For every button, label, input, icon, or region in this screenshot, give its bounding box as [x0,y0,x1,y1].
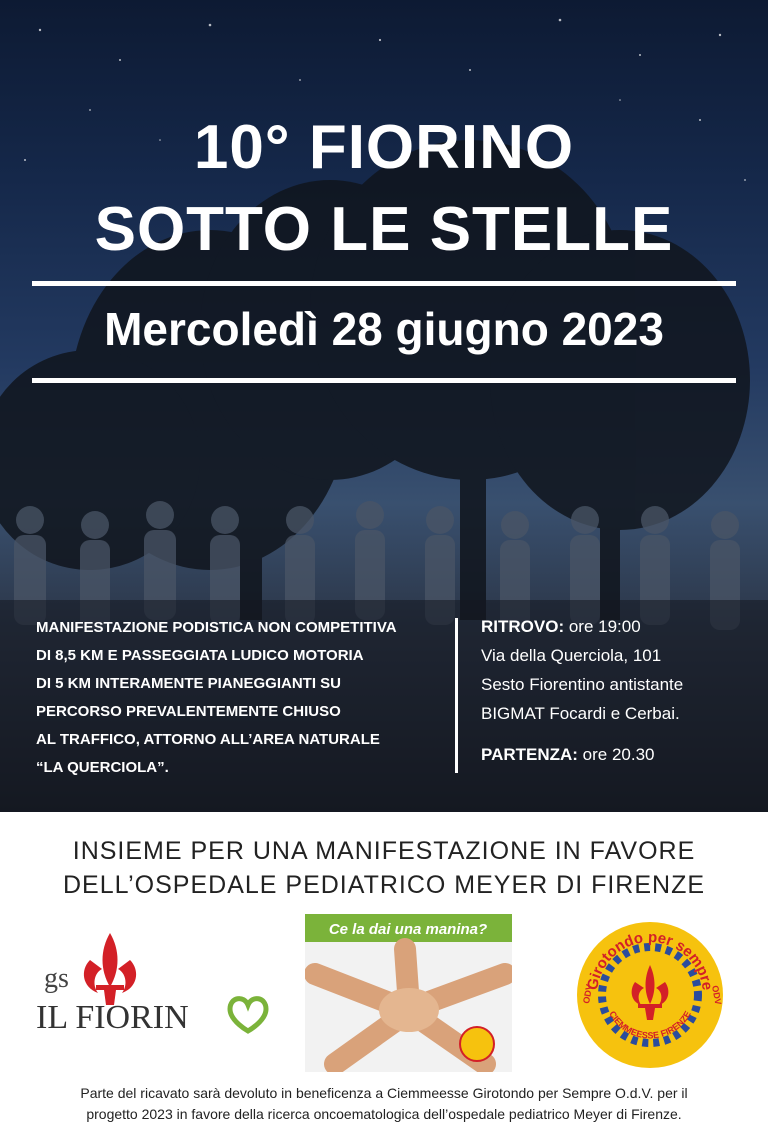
gs-il-fiorino-logo [30,925,270,1045]
ce-la-dai-una-manina-logo [305,914,512,1072]
description-line: PERCORSO PREVALENTEMENTE CHIUSO [36,703,341,720]
description-line: “LA QUERCIOLA”. [36,759,169,776]
ritrovo-row [481,612,761,641]
support-line: DELL’OSPEDALE PEDIATRICO MEYER DI FIRENZE [62,871,706,899]
title-line-2: SOTTO LE STELLE [94,195,674,264]
description-line: AL TRAFFICO, ATTORNO ALL’AREA NATURALE [36,731,380,748]
partenza-time: ore 20.30 [577,745,655,764]
fleur-de-lis-icon [84,933,136,1005]
odv-right: ODV [710,984,724,1006]
divider-top [32,281,736,286]
partenza-label: PARTENZA: [481,745,578,764]
event-description [36,614,446,782]
divider-bottom [32,378,736,383]
gs-prefix: gs [44,963,69,994]
girotondo-top-text: Girotondo per sempre [584,928,716,992]
description-line: DI 5 KM INTERAMENTE PIANEGGIANTI SU [36,675,342,692]
vertical-divider [455,618,458,773]
description-line: DI 8,5 KM E PASSEGGIATA LUDICO MOTORIA [36,647,364,664]
support-line: INSIEME PER UNA MANIFESTAZIONE IN FAVORE [72,837,696,865]
address-line: BIGMAT Focardi e Cerbai. [481,704,680,723]
address-line: Sesto Fiorentino antistante [481,675,684,694]
ritrovo-label: RITROVO: [481,617,565,636]
odv-left: ODV [581,983,595,1005]
description-line: MANIFESTAZIONE PODISTICA NON COMPETITIVA [36,619,397,636]
ritrovo-time: ore 19:00 [564,617,641,636]
heart-icon [230,999,266,1031]
girotondo-per-sempre-logo [575,920,725,1070]
support-statement [0,834,768,902]
manina-caption: Ce la dai una manina? [328,921,488,938]
il-fiorino-name: IL FIORIN [36,999,189,1036]
partenza-row [481,740,761,769]
title-line-1: 10° FIORINO [193,113,575,182]
footer-line: Parte del ricavato sarà devoluto in beneficenza a Ciemmeesse Girotondo per Sempre O.d.V. per il [80,1085,688,1101]
address-line: Via della Querciola, 101 [481,646,662,665]
meeting-info [481,612,761,769]
footer-line: progetto 2023 in favore della ricerca oncoematologica dell’ospedale pediatrico Meyer di Firenze. [86,1106,682,1122]
event-date: Mercoledì 28 giugno 2023 [104,303,664,355]
girotondo-bottom-text: CIEMMEESSE FIRENZE [607,1009,693,1041]
footer-note [0,1083,768,1125]
